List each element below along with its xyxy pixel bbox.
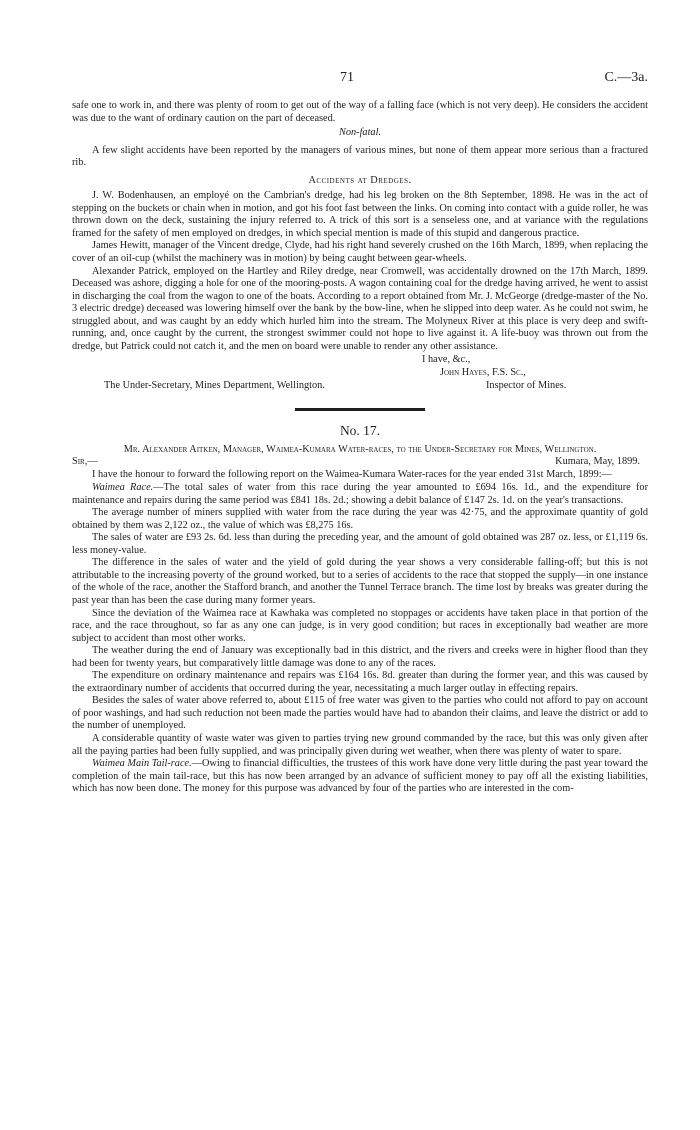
report-paragraph: Since the deviation of the Waimea race at Kawhaka was completed no stoppages or accidents have taken place in that portion of the race, and the race throughout, so far as any one can judge, is in very good condition; but races in exceptionally bad weather are more subject to accident than most other works. <box>72 607 648 644</box>
report-signoff <box>72 354 648 393</box>
non-fatal-heading: Non-fatal. <box>338 127 382 139</box>
dredge-accident-paragraph: Alexander Patrick, employed on the Hartley and Riley dredge, near Cromwell, was accidentally drowned on the 17th March, 1899. Deceased was ashore, digging a hole for one of the mooring-posts. A wagon containing coal for the dredge having arrived, he went to assist in discharging the coal from the wagon to one of the boats. According to a report obtained from Mr. J. McGeorge (dredge-master of the No. 3 electric dredge) deceased was lowering himself over the bank by the bow-line, when he slipped into deep water. As he could not swim, he struggled about, and was caught by an eddy which hurled him into the stream. The Molyneux River at this place is very deep and swift-running, and, once caught by the current, the strongest swimmer could not hope to live against it. A life-buoy was thrown out from the dredge, but Patrick could not catch it, and the men on board were unable to render any other assistance. <box>72 265 648 352</box>
tailrace-paragraph <box>72 758 648 796</box>
page-number: 71 <box>340 70 354 85</box>
signoff-addressee: The Under-Secretary, Mines Department, Wellington. <box>104 380 325 392</box>
salutation: Sir,— <box>72 456 98 468</box>
section-divider <box>295 408 425 411</box>
waimea-race-paragraph <box>72 482 648 507</box>
document-reference: C.—3a. <box>604 70 648 85</box>
report-paragraph: The expenditure on ordinary maintenance and repairs was £164 16s. 8d. greater than during the former year, and this was caused by the extraordinary number of accidents that occurred during the year, necessitating a much larger outlay in effecting repairs. <box>72 670 648 694</box>
non-fatal-paragraph: A few slight accidents have been reported by the managers of various mines, but none of them appear more serious than a fractured rib. <box>72 144 648 169</box>
tailrace-text: —Owing to financial difficulties, the trustees of this work have done very little during the past year toward the completion of the main tail-race, but this has now been arranged by an advance of sufficient money to pay off all the existing liabilities, which has now been done. The money for this purpose was advanced by four of the parties who are interested in the com- <box>72 758 648 795</box>
continued-paragraph: safe one to work in, and there was plenty of room to get out of the way of a falling face (which is not very deep). He considers the accident was due to the want of ordinary caution on the part of deceased. <box>72 100 648 124</box>
report-paragraph: The sales of water are £93 2s. 6d. less than during the preceding year, and the amount of gold obtained was 287 oz. less, or £1,119 6s. less money-value. <box>72 532 648 556</box>
intro-paragraph: I have the honour to forward the following report on the Waimea-Kumara Water-races for the year ended 31st March, 1899:— <box>92 469 612 481</box>
dredge-accident-paragraph: James Hewitt, manager of the Vincent dredge, Clyde, had his right hand severely crushed on the 16th March, 1899, when replacing the cover of an oil-cup (whilst the machinery was in motion) by being caught between gear-wheels. <box>72 240 648 265</box>
letter-heading: Mr. Alexander Aitken, Manager, Waimea-Kumara Water-races, to the Under-Secretary for Mines, Wellington. <box>123 443 597 455</box>
tailrace-label: Waimea Main Tail-race. <box>92 758 192 770</box>
salutation-line <box>72 456 648 469</box>
report-paragraph: Besides the sales of water above referred to, about £115 of free water was given to the parties who could not afford to pay on account of poor washings, and had such reduction not been made the parties would have had to abandon their claims, and leave the district or add to the number of unemployed. <box>72 695 648 732</box>
waimea-race-label: Waimea Race. <box>92 482 154 494</box>
report-paragraph: The difference in the sales of water and the yield of gold during the year shows a very considerable falling-off; but this is not attributable to the increasing poverty of the ground worked, but to a series of accidents to the race that stopped the supply—in one instance of the whole of the race, another the Stafford branch, and another the Tunnel Terrace branch. The time lost by breaks was greater during the past year than has been the case during many former years. <box>72 557 648 606</box>
document-number: No. 17. <box>339 423 381 439</box>
page-header <box>72 72 648 100</box>
report-paragraph: The average number of miners supplied with water from the race during the year was 42·75, and the approximate quantity of gold obtained by them was 2,122 oz., the value of which was £8,275 16s. <box>72 507 648 531</box>
place-date: Kumara, May, 1899. <box>555 456 640 468</box>
waimea-race-text: —The total sales of water from this race during the year amounted to £694 16s. 1d., and the expenditure for maintenance and repairs during the same period was £841 18s. 2d.; showing a debit balance of £147 2s. 1d. on the year's transactions. <box>72 482 648 506</box>
signoff-name: John Hayes, F.S. Sc., <box>440 367 526 379</box>
report-paragraph: The weather during the end of January was exceptionally bad in this district, and the rivers and creeks were in higher flood than they had been for twenty years, but comparatively little damage was done to any of the races. <box>72 645 648 669</box>
report-paragraph: A considerable quantity of waste water was given to parties trying new ground commanded by the race, but this was only given after all the paying parties had been fully supplied, and was principally given during wet weather, when there was plenty of water to spare. <box>72 732 648 757</box>
dredges-section-heading: Accidents at Dredges. <box>308 174 412 186</box>
signoff-title: Inspector of Mines. <box>486 380 567 392</box>
dredge-accident-paragraph: J. W. Bodenhausen, an employé on the Cambrian's dredge, had his leg broken on the 8th September, 1898. He was in the act of stepping on the buckets or chain when in motion, and got his foot fast between the links. On coming into contact with a guide roller, he was thrown down on the deck, sustaining the injury referred to. A trick of this sort is a senseless one, and at variance with the regulations framed for the safety of men employed on dredges, in which special mention is made of this stupid and dangerous practice. <box>72 190 648 239</box>
signoff-closing: I have, &c., <box>422 354 471 366</box>
